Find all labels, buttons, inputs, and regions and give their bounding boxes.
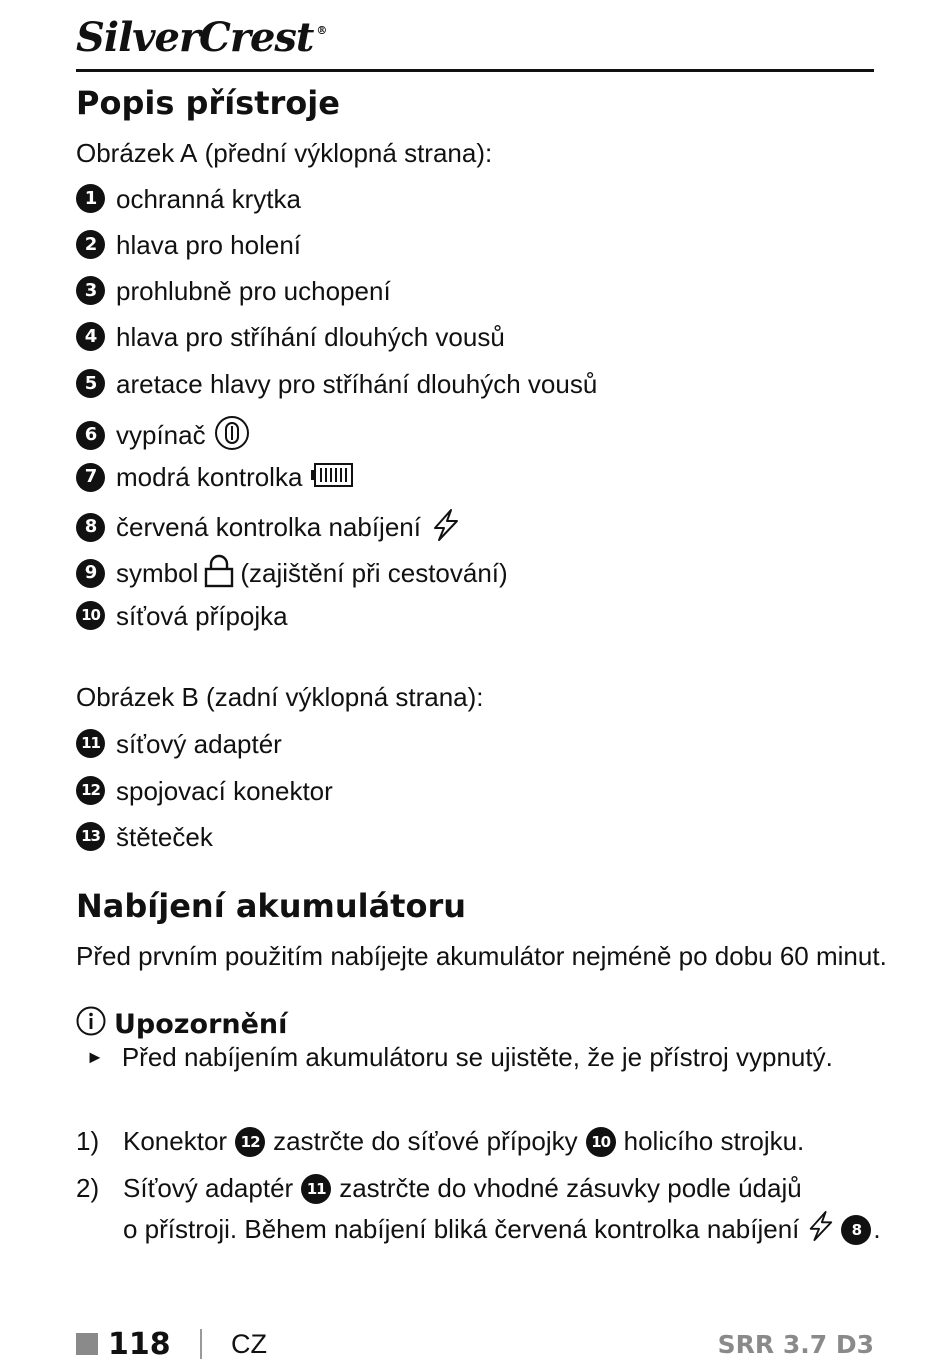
charging-bolt-icon <box>429 508 461 546</box>
step-text-part: holicího strojku. <box>623 1126 805 1156</box>
power-switch-icon <box>214 415 250 455</box>
brand-name: SilverCrest <box>76 14 314 61</box>
info-icon <box>76 1006 106 1043</box>
callout-number: 12 <box>235 1127 265 1157</box>
list-item <box>76 230 301 259</box>
page-footer <box>76 1327 874 1363</box>
model-number: SRR 3.7 D3 <box>717 1330 874 1359</box>
list-item <box>76 776 333 805</box>
callout-number: 2 <box>76 230 105 259</box>
list-item-text: prohlubně pro uchopení <box>116 275 391 306</box>
footer-marker <box>76 1333 98 1355</box>
list-item <box>76 601 288 630</box>
page-number: 118 <box>108 1327 171 1362</box>
figure-a-rest: (přední výklopná strana): <box>197 138 493 168</box>
brand-logo <box>76 14 326 61</box>
list-item <box>76 322 505 351</box>
list-item <box>76 554 508 592</box>
list-item-text: červená kontrolka nabíjení <box>116 512 421 542</box>
callout-number: 8 <box>841 1215 871 1245</box>
callout-number: 13 <box>76 822 105 851</box>
registered-mark: ® <box>316 24 327 37</box>
callout-number: 10 <box>586 1127 616 1157</box>
callout-number: 5 <box>76 369 105 398</box>
list-item <box>76 369 597 398</box>
callout-number: 9 <box>76 559 105 588</box>
step-text-part: Síťový adaptér <box>123 1173 294 1203</box>
step-text-part: zastrčte do vhodné zásuvky podle údajů <box>339 1173 802 1203</box>
bullet-marker: ► <box>86 1047 104 1067</box>
callout-number: 1 <box>76 184 105 213</box>
charging-bolt-icon <box>805 1209 835 1250</box>
figure-a-label <box>76 140 492 166</box>
list-item-text-before: symbol <box>116 558 199 588</box>
step-text-part: zastrčte do síťové přípojky <box>273 1126 578 1156</box>
callout-number: 12 <box>76 776 105 805</box>
step-index: 1) <box>76 1126 100 1156</box>
charging-intro <box>76 943 887 969</box>
step-text-part: . <box>873 1214 881 1244</box>
language-code: CZ <box>231 1329 267 1359</box>
step-text <box>123 1173 802 1204</box>
callout-number: 8 <box>76 513 105 542</box>
list-item-text: spojovací konektor <box>116 775 333 806</box>
notice-title: Upozornění <box>114 1009 288 1040</box>
intro-text: Před prvním použitím nabíjejte akumulátor nejméně po dobu 60 minut. <box>76 941 887 971</box>
battery-full-icon <box>310 462 354 492</box>
notice-bullet <box>86 1042 833 1073</box>
padlock-icon <box>204 554 234 592</box>
list-item-text: síťová přípojka <box>116 600 288 631</box>
list-item <box>76 184 301 213</box>
notice-heading <box>76 1006 287 1043</box>
header-rule <box>76 69 874 72</box>
callout-number: 11 <box>301 1174 331 1204</box>
list-item <box>76 822 213 851</box>
step-text-part: Konektor <box>123 1126 228 1156</box>
callout-number: 6 <box>76 421 105 450</box>
list-item <box>76 729 282 758</box>
section-title-charging: Nabíjení akumulátoru <box>76 887 466 925</box>
callout-number: 3 <box>76 276 105 305</box>
callout-number: 10 <box>76 601 105 630</box>
callout-number: 11 <box>76 729 105 758</box>
list-item-text: štěteček <box>116 821 213 852</box>
list-item-text: vypínač <box>116 420 206 450</box>
figure-a-bold: Obrázek A <box>76 138 198 168</box>
callout-number: 7 <box>76 463 105 492</box>
list-item-text: síťový adaptér <box>116 728 282 759</box>
list-item <box>76 508 461 546</box>
figure-b-bold: Obrázek B <box>76 682 199 712</box>
callout-number: 4 <box>76 322 105 351</box>
list-item <box>76 462 354 492</box>
list-item-text: hlava pro stříhání dlouhých vousů <box>116 321 505 352</box>
step-text-part: o přístroji. Během nabíjení bliká červená kontrolka nabíjení <box>123 1214 800 1244</box>
list-item <box>76 415 250 455</box>
list-item-text: ochranná krytka <box>116 183 301 214</box>
figure-b-label <box>76 684 484 710</box>
figure-b-rest: (zadní výklopná strana): <box>198 682 484 712</box>
notice-bullet-text: Před nabíjením akumulátoru se ujistěte, že je přístroj vypnutý. <box>121 1042 833 1072</box>
list-item <box>76 276 391 305</box>
step-text <box>123 1209 881 1250</box>
list-item-text: modrá kontrolka <box>116 462 303 492</box>
list-item-text: aretace hlavy pro stříhání dlouhých vousů <box>116 368 598 399</box>
footer-divider <box>200 1329 202 1359</box>
step-text <box>123 1126 804 1157</box>
list-item-text: hlava pro holení <box>116 229 302 260</box>
section-title-description: Popis přístroje <box>76 84 340 122</box>
list-item-text-after: (zajištění při cestování) <box>240 558 508 588</box>
step-index: 2) <box>76 1173 100 1203</box>
